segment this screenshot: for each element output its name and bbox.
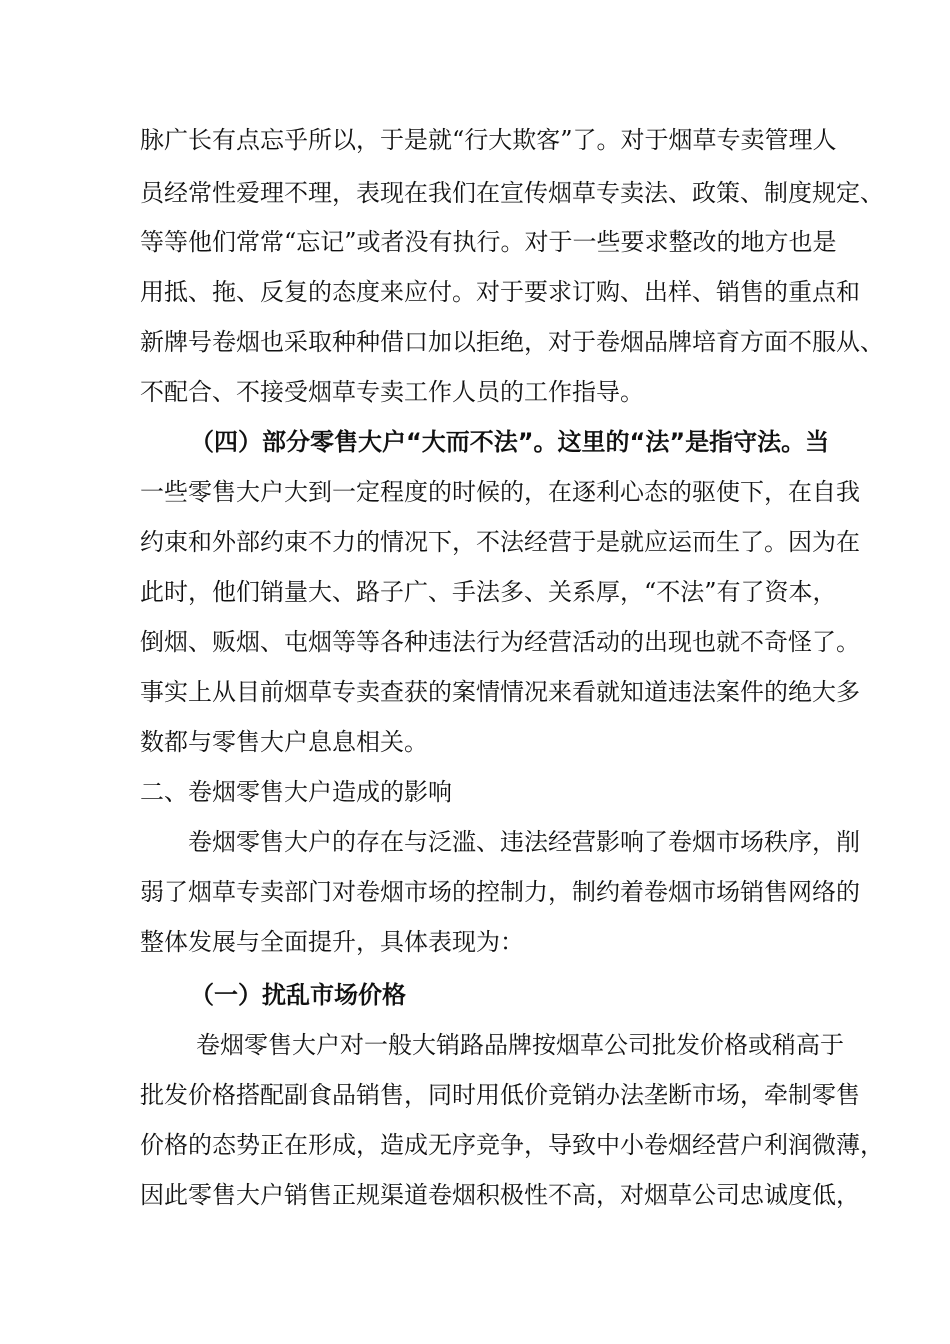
text-line: 价格的态势正在形成，造成无序竞争，导致中小卷烟经营户利润微薄， [140,1131,884,1159]
text-line: 因此零售大户销售正规渠道卷烟积极性不高，对烟草公司忠诚度低， [140,1181,860,1209]
text-line: 等等他们常常“忘记”或者没有执行。对于一些要求整改的地方也是 [140,228,837,256]
text-line: 不配合、不接受烟草专卖工作人员的工作指导。 [140,378,644,406]
text-line: 约束和外部约束不力的情况下，不法经营于是就应运而生了。因为在 [140,528,860,556]
text-line: 此时，他们销量大、路子广、手法多、关系厚，“不法”有了资本， [140,578,837,606]
section-heading-2: 二、卷烟零售大户造成的影响 [140,778,452,806]
text-line: 事实上从目前烟草专卖查获的案情情况来看就知道违法案件的绝大多 [140,678,860,706]
text-line: 弱了烟草专卖部门对卷烟市场的控制力，制约着卷烟市场销售网络的 [140,878,860,906]
text-line: 倒烟、贩烟、屯烟等等各种违法行为经营活动的出现也就不奇怪了。 [140,628,860,656]
text-line: 数都与零售大户息息相关。 [140,728,428,756]
text-line: 用抵、拖、反复的态度来应付。对于要求订购、出样、销售的重点和 [140,278,860,306]
text-line: 卷烟零售大户的存在与泛滥、违法经营影响了卷烟市场秩序，削 [188,828,860,856]
text-line: 脉广长有点忘乎所以，于是就“行大欺客”了。对于烟草专卖管理人 [140,126,837,154]
text-line: 一些零售大户大到一定程度的时候的，在逐利心态的驱使下，在自我 [140,478,860,506]
section-heading-4: （四）部分零售大户“大而不法”。这里的“法”是指守法。当 [190,428,830,456]
text-line: 批发价格搭配副食品销售，同时用低价竞销办法垄断市场，牵制零售 [140,1081,860,1109]
subsection-heading-1: （一）扰乱市场价格 [190,981,406,1009]
text-line: 员经常性爱理不理，表现在我们在宣传烟草专卖法、政策、制度规定、 [140,179,884,207]
text-line: 卷烟零售大户对一般大销路品牌按烟草公司批发价格或稍高于 [196,1031,844,1059]
text-line: 整体发展与全面提升，具体表现为： [140,928,524,956]
text-line: 新牌号卷烟也采取种种借口加以拒绝，对于卷烟品牌培育方面不服从、 [140,328,884,356]
